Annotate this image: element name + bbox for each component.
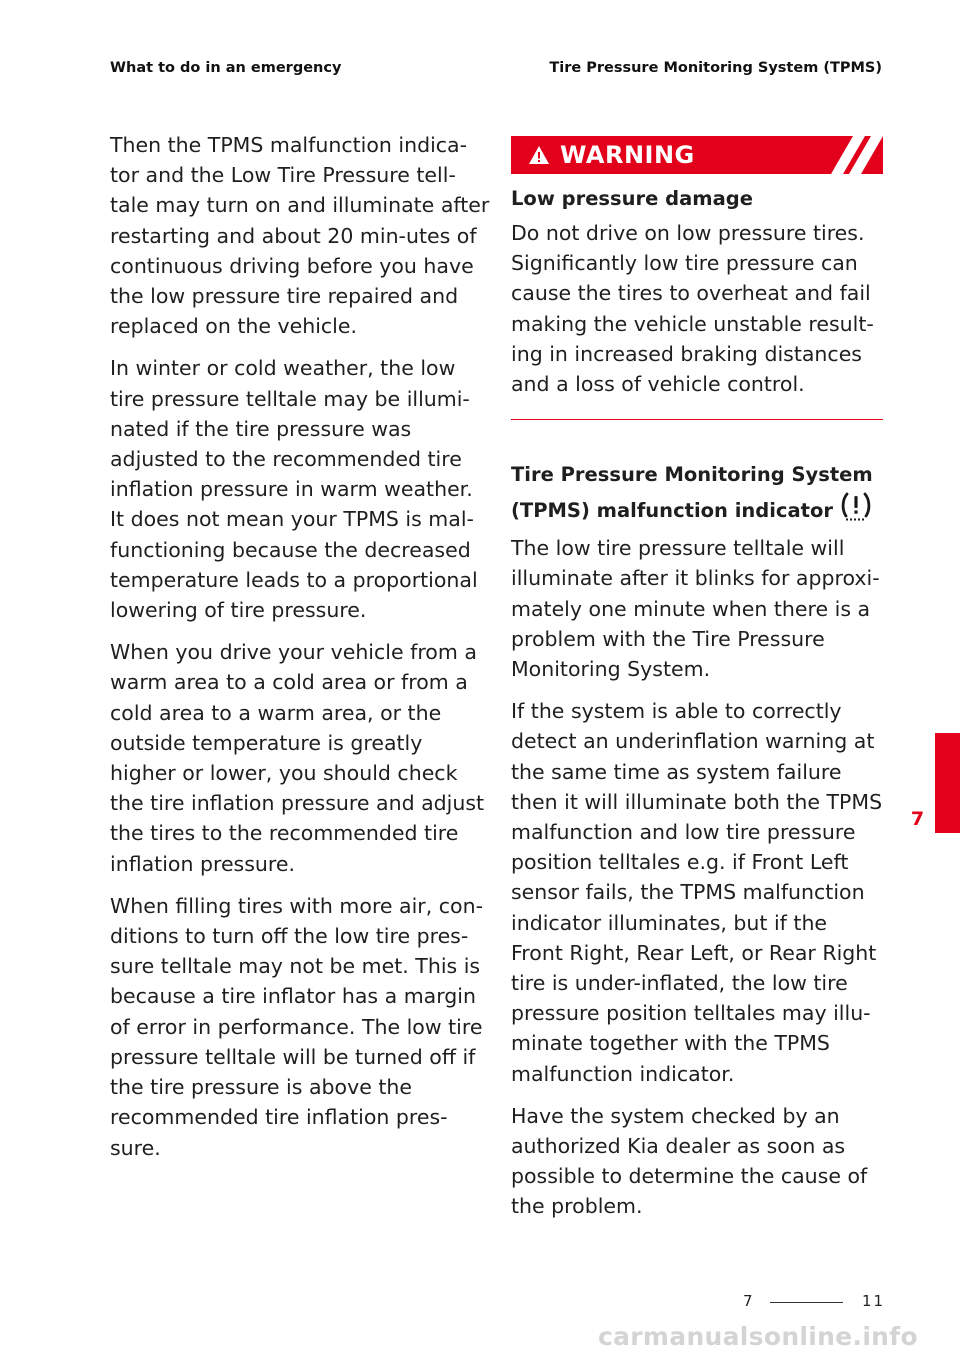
paragraph: When you drive your vehicle from a warm area to a cold area or from a cold area to a warm area, or the outside temperature is greatly higher or lower, you should check the tire inflation pressure and adjust the tires to the recommended tire inflation pressure.: [110, 640, 485, 876]
paragraph: The low tire pressure telltale will illuminate after it blinks for approxi-mately one minute when there is a problem with the Tire Pressure Monitoring System.: [511, 536, 880, 682]
paragraph: In winter or cold weather, the low tire pressure telltale may be illumi-nated if the tire pressure was adjusted to the recommended tire inflation pressure in warm weather. It does not mean your TPMS is mal-functioning because the decreased temperature leads to a proportional lowering of tire pressure.: [110, 356, 478, 623]
warning-banner: [511, 136, 883, 174]
running-header-section: What to do in an emergency: [110, 60, 342, 76]
warning-label: WARNING: [560, 140, 695, 169]
running-header-topic: Tire Pressure Monitoring System (TPMS): [549, 60, 882, 76]
warning-triangle-icon: [528, 145, 550, 165]
footer-page-number: 11: [862, 1292, 886, 1310]
footer-divider: [770, 1302, 843, 1303]
watermark: carmanualsonline.info: [598, 1322, 918, 1351]
warning-stripes-decoration: [813, 136, 883, 174]
warning-text: Do not drive on low pressure tires. Significantly low tire pressure can cause the tires to overheat and fail making the vehicle unstable result-ing in increased braking distances and a loss of vehicle control.: [511, 221, 874, 397]
section-title: [511, 458, 883, 527]
chapter-tab-number: 7: [910, 808, 925, 830]
paragraph: Have the system checked by an authorized Kia dealer as soon as possible to determine the cause of the problem.: [511, 1103, 868, 1219]
paragraph: Then the TPMS malfunction indica-tor and the Low Tire Pressure tell-tale may turn on and illuminate after restarting and about 20 min-utes of continuous driving before you have the low pressure tire repaired and replaced on the vehicle.: [110, 133, 490, 339]
paragraph: When filling tires with more air, con-ditions to turn off the low tire pres-sure telltale may not be met. This is because a tire inflator has a margin of error in performance. The low tire pressure telltale will be turned off if the tire pressure is above the recommended tire inflation pres-sure.: [110, 893, 483, 1160]
paragraph: If the system is able to correctly detect an underinflation warning at the same time as system failure then it will illuminate both the TPMS malfunction and low tire pressure position telltales e.g. if Front Left sensor fails, the TPMS malfunction indicator illuminates, but if the Front Right, Rear Left, or Rear Right tire is under-inflated, the low tire pressure position telltales may illu-minate together with the TPMS malfunction indicator.: [511, 699, 883, 1086]
warning-divider: [511, 419, 883, 420]
right-column: [511, 136, 883, 1234]
chapter-tab: [935, 733, 960, 833]
tpms-malfunction-icon: [839, 491, 873, 523]
left-column: [110, 130, 490, 1175]
footer-chapter-number: 7: [743, 1292, 753, 1310]
section-title-text: Tire Pressure Monitoring System (TPMS) malfunction indicator: [511, 463, 873, 523]
warning-subtitle: Low pressure damage: [511, 187, 753, 210]
